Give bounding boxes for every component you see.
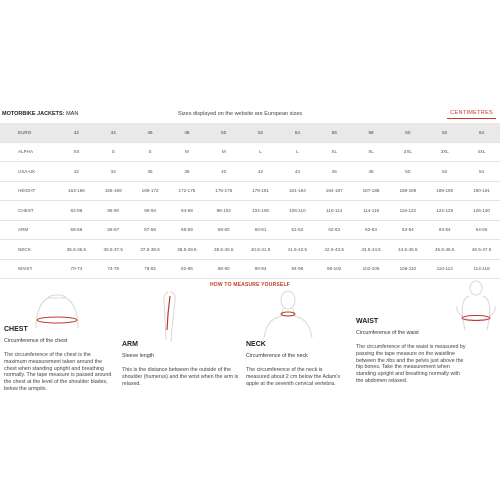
- size-cell: 40.5-41.5: [242, 240, 279, 260]
- size-cell: 70-74: [58, 259, 95, 279]
- title-rest: MAN: [66, 111, 79, 117]
- size-cell: 62-63: [316, 220, 353, 240]
- size-cell: 35.5-36.5: [58, 240, 95, 260]
- size-cell: 62-63: [353, 220, 390, 240]
- size-cell: M: [168, 142, 205, 162]
- size-cell: 50: [389, 162, 426, 182]
- size-cell: 184-187: [316, 181, 353, 201]
- size-cell: 86-90: [205, 259, 242, 279]
- size-row-waist: [0, 259, 500, 279]
- size-cell: S: [95, 142, 132, 162]
- size-cell: 82-86: [168, 259, 205, 279]
- size-cell: 3XL: [426, 142, 463, 162]
- row-label: ARM: [0, 220, 58, 240]
- size-cell: 58-59: [168, 220, 205, 240]
- size-row-alpha: [0, 142, 500, 162]
- size-cell: 61-62: [279, 220, 316, 240]
- size-cell: 42: [242, 162, 279, 182]
- size-cell: 56: [316, 123, 353, 142]
- size-cell: 36.5-37.5: [95, 240, 132, 260]
- size-cell: 52: [426, 162, 463, 182]
- size-cell: 50: [205, 123, 242, 142]
- neck-description: The circumference of the neck is measured about 2 cm below the Adam's apple at the seventh cervical vertebra.: [246, 367, 341, 387]
- row-label: USA-UK: [0, 162, 58, 182]
- size-cell: 42.5-43.5: [316, 240, 353, 260]
- size-cell: 37.5-38.5: [132, 240, 169, 260]
- chest-description: The circumference of the chest is the maximum measurement taken around the chest when standing upright and breathing normally. The tape measure is passed around the chest at the level of the shoulder blades, below the armpits.: [4, 352, 112, 392]
- size-cell: 181-184: [279, 181, 316, 201]
- size-cell: 187-188: [353, 181, 390, 201]
- size-cell: 102-106: [353, 259, 390, 279]
- size-cell: 163-166: [58, 181, 95, 201]
- size-cell: 32: [58, 162, 95, 182]
- chest-figure-icon: [22, 292, 92, 328]
- size-cell: 4XL: [463, 142, 500, 162]
- size-cell: 55-56: [58, 220, 95, 240]
- size-cell: 48: [168, 123, 205, 142]
- size-cell: 39.5-40.5: [205, 240, 242, 260]
- size-cell: XL: [316, 142, 353, 162]
- page-title: [2, 111, 78, 117]
- size-cell: 98-102: [205, 201, 242, 221]
- size-cell: 42: [58, 123, 95, 142]
- size-cell: 188-189: [389, 181, 426, 201]
- chest-heading: CHEST: [4, 326, 28, 333]
- size-cell: XS: [58, 142, 95, 162]
- size-cell: 90-94: [242, 259, 279, 279]
- size-cell: 110-114: [316, 201, 353, 221]
- neck-section: [246, 341, 346, 387]
- row-label: WAIST: [0, 259, 58, 279]
- size-cell: XL: [353, 142, 390, 162]
- size-cell: 82-86: [58, 201, 95, 221]
- chest-section: [4, 326, 112, 393]
- size-cell: 54: [463, 162, 500, 182]
- size-cell: 78-82: [132, 259, 169, 279]
- size-cell: 36: [132, 162, 169, 182]
- size-cell: 38: [168, 162, 205, 182]
- size-cell: 64: [463, 123, 500, 142]
- size-row-euro: [0, 123, 500, 142]
- size-cell: 38.5-39.5: [168, 240, 205, 260]
- size-cell: 44: [95, 123, 132, 142]
- size-cell: 46: [132, 123, 169, 142]
- size-cell: 57-58: [132, 220, 169, 240]
- size-row-neck: [0, 240, 500, 260]
- size-cell: 175-178: [205, 181, 242, 201]
- size-cell: 44.5-45.5: [389, 240, 426, 260]
- waist-heading: WAIST: [356, 318, 379, 325]
- size-cell: 126-130: [463, 201, 500, 221]
- size-cell: 106-110: [279, 201, 316, 221]
- size-cell: 169-172: [132, 181, 169, 201]
- size-row-arm: [0, 220, 500, 240]
- row-label: NECK: [0, 240, 58, 260]
- size-row-usa-uk: [0, 162, 500, 182]
- size-cell: 2XL: [389, 142, 426, 162]
- chart-header: [0, 108, 500, 122]
- waist-section: [356, 318, 468, 385]
- size-cell: 63-64: [389, 220, 426, 240]
- size-cell: 190-191: [463, 181, 500, 201]
- size-cell: L: [279, 142, 316, 162]
- size-cell: 94-98: [279, 259, 316, 279]
- size-cell: 172-175: [168, 181, 205, 201]
- size-cell: 118-122: [389, 201, 426, 221]
- size-cell: 64-65: [463, 220, 500, 240]
- waist-description: The circumference of the waist is measured by passing the tape measure on the waistline between the ribs and the pelvis just above the hip bones. Take the measurement when standing upright and breathing normally with the abdomen relaxed.: [356, 344, 466, 384]
- row-label: EURO: [0, 123, 58, 142]
- size-cell: 58: [353, 123, 390, 142]
- size-cell: 60-61: [242, 220, 279, 240]
- neck-subheading: Circumference of the neck: [246, 353, 308, 359]
- size-cell: 122-126: [426, 201, 463, 221]
- unit-toggle-button[interactable]: CENTIMETRES: [447, 108, 496, 119]
- waist-subheading: Circumference of the waist: [356, 330, 419, 336]
- title-bold: MOTORBIKE JACKETS:: [2, 111, 65, 117]
- size-cell: L: [242, 142, 279, 162]
- how-to-measure-heading: HOW TO MEASURE YOURSELF: [210, 282, 290, 288]
- size-cell: 102-106: [242, 201, 279, 221]
- size-cell: 90-94: [132, 201, 169, 221]
- neck-figure-icon: [258, 290, 318, 340]
- size-cell: 86-90: [95, 201, 132, 221]
- size-cell: 166-169: [95, 181, 132, 201]
- size-cell: M: [205, 142, 242, 162]
- size-cell: 45.5-46.5: [426, 240, 463, 260]
- size-cell: 106-110: [389, 259, 426, 279]
- arm-figure-icon: [150, 288, 190, 344]
- size-cell: 43.5-44.5: [353, 240, 390, 260]
- size-cell: 40: [205, 162, 242, 182]
- size-cell: 59-60: [205, 220, 242, 240]
- size-cell: S: [132, 142, 169, 162]
- arm-section: [122, 341, 240, 387]
- size-cell: 74-78: [95, 259, 132, 279]
- size-cell: 63-64: [426, 220, 463, 240]
- size-cell: 34: [95, 162, 132, 182]
- arm-subheading: Sleeve length: [122, 353, 155, 359]
- size-cell: 98-102: [316, 259, 353, 279]
- arm-heading: ARM: [122, 341, 138, 348]
- size-row-height: [0, 181, 500, 201]
- size-cell: 178-181: [242, 181, 279, 201]
- size-cell: 60: [389, 123, 426, 142]
- size-cell: 110-114: [426, 259, 463, 279]
- size-cell: 56-57: [95, 220, 132, 240]
- neck-heading: NECK: [246, 341, 266, 348]
- size-cell: 94-98: [168, 201, 205, 221]
- size-cell: 48: [353, 162, 390, 182]
- size-cell: 41.5-42.5: [279, 240, 316, 260]
- row-label: HEIGHT: [0, 181, 58, 201]
- size-cell: 62: [426, 123, 463, 142]
- size-cell: 52: [242, 123, 279, 142]
- size-cell: 189-190: [426, 181, 463, 201]
- size-table: [0, 123, 500, 279]
- size-cell: 114-118: [353, 201, 390, 221]
- size-cell: 114-118: [463, 259, 500, 279]
- row-label: ALPHA: [0, 142, 58, 162]
- sizes-note: Sizes displayed on the website are European sizes: [178, 111, 303, 117]
- size-cell: 54: [279, 123, 316, 142]
- size-cell: 46.5-47.5: [463, 240, 500, 260]
- size-cell: 44: [279, 162, 316, 182]
- row-label: CHEST: [0, 201, 58, 221]
- arm-description: This is the distance between the outside of the shoulder (humerus) and the wrist when the arm is relaxed.: [122, 367, 239, 387]
- size-cell: 46: [316, 162, 353, 182]
- size-row-chest: [0, 201, 500, 221]
- chest-subheading: Circumference of the chest: [4, 338, 68, 344]
